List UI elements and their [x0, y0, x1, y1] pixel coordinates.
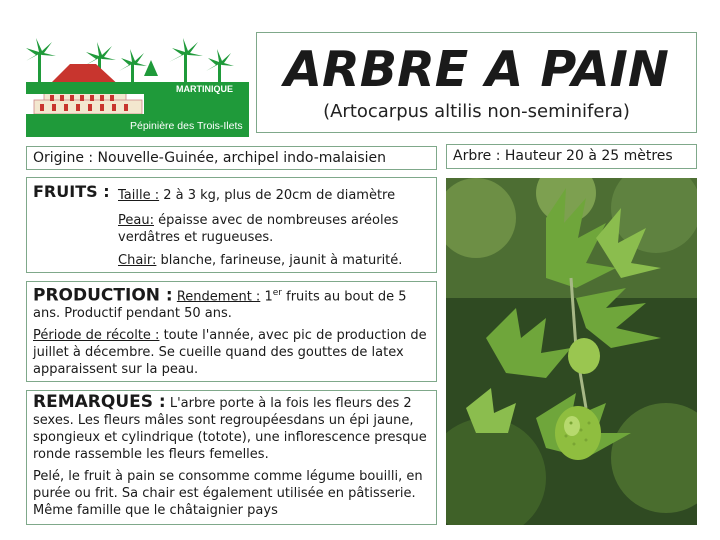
- yield-superscript: er: [272, 288, 282, 298]
- tree-height-text: Arbre : Hauteur 20 à 25 mètres: [453, 148, 673, 164]
- remarks-heading: REMARQUES :: [33, 392, 166, 412]
- harvest-text: toute l'année, avec pic de production de juillet à décembre. Se cueille quand des gouttes de latex apparaissent sur la peau.: [33, 328, 427, 378]
- fruit-skin-text-2: verdâtres et rugueuses.: [118, 230, 274, 245]
- production-panel: [26, 281, 437, 382]
- yield-number: 1: [264, 289, 273, 305]
- remarks-panel: [26, 390, 437, 525]
- harvest-label: Période de récolte :: [33, 328, 160, 344]
- tree-height-panel: [446, 144, 697, 169]
- scientific-name: (Artocarpus altilis non-seminifera): [323, 101, 630, 122]
- production-yield: [33, 285, 430, 322]
- fruit-flesh-line: [118, 252, 402, 269]
- breadfruit-tree-image: [446, 178, 697, 525]
- harvest-period: [33, 327, 430, 378]
- yield-label: Rendement :: [176, 289, 261, 305]
- origin-panel: [26, 146, 437, 170]
- fruits-heading: FRUITS :: [33, 182, 110, 201]
- yield-text: fruits au bout de 5 ans. Productif pendant 50 ans.: [33, 289, 407, 322]
- fruit-skin-text-1: épaisse avec de nombreuses aréoles: [158, 213, 399, 228]
- fruit-size-text: 2 à 3 kg, plus de 20cm de diamètre: [163, 188, 396, 203]
- remarks-text-1: L'arbre porte à la fois les fleurs des 2 sexes. Les fleurs mâles sont regroupéesdans un épi jaune, spongieux et cylindrique (totote), une inflorescence presque ronde rassemble les fleurs femelles.: [33, 396, 427, 462]
- fruit-flesh-label: Chair:: [118, 253, 157, 268]
- fruit-skin-label: Peau:: [118, 213, 154, 228]
- nursery-logo: [26, 36, 249, 137]
- title-panel: [256, 32, 697, 133]
- fruit-size-label: Taille :: [118, 188, 160, 203]
- fruit-skin-line: [118, 212, 398, 229]
- fruit-size-line: [118, 187, 395, 204]
- production-heading: PRODUCTION :: [33, 285, 173, 306]
- remarks-paragraph-2: Pelé, le fruit à pain se consomme comme légume bouilli, en purée ou frit. Sa chair est également utilisée en pâtisserie. Même famille que le châtaignier pays: [33, 469, 423, 518]
- origin-text: Origine : Nouvelle-Guinée, archipel indo-malaisien: [33, 150, 387, 166]
- remarks-paragraph-1: [33, 394, 430, 463]
- breadfruit-photo: [446, 178, 697, 525]
- fruit-flesh-text: blanche, farineuse, jaunit à maturité.: [160, 253, 403, 268]
- fruits-panel: [26, 177, 437, 273]
- logo-nursery-name: Pépinière des Trois-Ilets: [130, 120, 243, 132]
- page-title: ARBRE A PAIN: [284, 41, 669, 98]
- logo-region-label: MARTINIQUE: [176, 84, 233, 94]
